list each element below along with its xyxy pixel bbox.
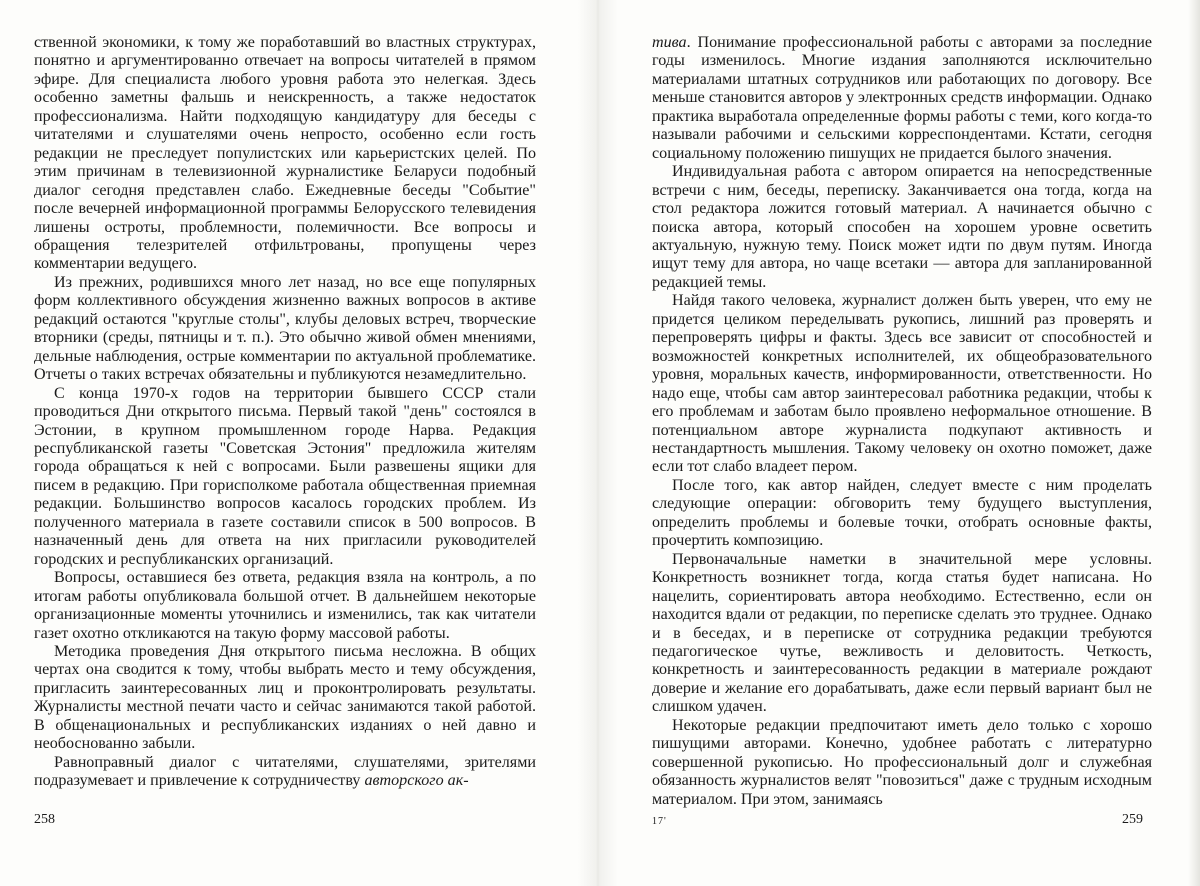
page-number-right: 259 [1122, 812, 1143, 827]
paragraph [652, 34, 1152, 163]
italic-phrase: тива [652, 34, 687, 51]
paragraph: Найдя такого человека, журналист должен быть уверен, что ему не придется целиком переделывать рукопись, лишний раз проверять и перепроверять цифры и факты. Здесь все зависит от способностей и возможностей конкретных исполнителей, их общеобразовательного уровня, моральных качеств, информированности, ответственности. Но надо еще, чтобы сам автор заинтересовал работника редакции, чтобы к его проблемам и заботам было проявлено неформальное отношение. В потенциальном авторе журналиста подкупают активность и нестандартность мышления. Такому человеку он охотно поможет, даже если тот слабо владеет пером. [652, 292, 1152, 476]
italic-phrase: авторского ак- [364, 772, 469, 790]
page-number-left: 258 [34, 812, 55, 827]
right-page [652, 34, 1152, 809]
paragraph: Вопросы, оставшиеся без ответа, редакция взяла на контроль, а по итогам работы опубликовала большой отчет. В дальнейшем некоторые организационные моменты уточнились и изменились, так как читатели газет охотно откликаются на такую форму массовой работы. [34, 569, 536, 642]
paragraph-text: Равноправный диалог с читателями, слушателями, зрителями подразумевает и привлечение к сотрудничеству [34, 753, 536, 790]
paragraph: ственной экономики, к тому же поработавший во властных структурах, понятно и аргументированно отвечает на вопросы читателей в прямом эфире. Для специалиста любого уровня работа это нелегкая. Здесь особенно заметны фальшь и неискренность, а также недостаток профессионализма. Найти подходящую кандидатуру для беседы с читателями и слушателями очень непросто, особенно если гость редакции не преследует популистских или карьеристских целей. По этим причинам в телевизионной журналистике Беларуси подобный диалог сегодня представлен слабо. Ежедневные беседы "Событие" после вечерней информационной программы Белорусского телевидения лишены остроты, проблемности, полемичности. Все вопросы и обращения телезрителей отфильтрованы, пропущены через комментарии ведущего. [34, 34, 536, 273]
paragraph-text: . Понимание профессиональной работы с авторами за последние годы изменилось. Многие издания заполняются исключительно материалами штатных сотрудников или работающих по договору. Все меньше становится авторов у электронных средств информации. Однако практика выработала определенные формы работы с теми, кого когда-то называли рабочими и сельскими корреспондентами. Кстати, сегодня социальному положению пишущих не придается былого значения. [652, 34, 1152, 162]
book-gutter [578, 0, 618, 886]
left-page [34, 34, 536, 791]
paragraph [34, 754, 536, 791]
paragraph: Некоторые редакции предпочитают иметь дело только с хорошо пишущими авторами. Конечно, удобнее работать с литературно совершенной рукописью. Но профессиональный долг и служебная обязанность журналистов велят "повозиться" даже с трудным исходным материалом. При этом, занимаясь [652, 716, 1152, 808]
paragraph: После того, как автор найден, следует вместе с ним проделать следующие операции: обговорить тему будущего выступления, определить проблемы и болевые точки, отобрать основные факты, прочертить композицию. [652, 476, 1152, 550]
signature-mark: 17' [652, 816, 667, 827]
paragraph: Методика проведения Дня открытого письма несложна. В общих чертах она сводится к тому, чтобы выбрать место и тему обсуждения, пригласить заинтересованных лиц и проконтролировать результаты. Журналисты местной печати часто и сейчас занимаются такой работой. В общенациональных и республиканских изданиях о ней давно и необоснованно забыли. [34, 642, 536, 753]
page-edge [1188, 0, 1200, 886]
paragraph: Индивидуальная работа с автором опирается на непосредственные встречи с ним, беседы, переписку. Заканчивается она тогда, когда на стол редактора ложится готовый материал. А начинается обычно с поиска автора, который способен на хорошем уровне осветить актуальную, нужную тему. Поиск может идти по двум путям. Иногда ищут тему для автора, но чаще всетаки — автора для запланированной редакцией темы. [652, 163, 1152, 291]
paragraph: Из прежних, родившихся много лет назад, но все еще популярных форм коллективного обсуждения жизненно важных вопросов в активе редакций остаются "круглые столы", клубы деловых встреч, творческие вторники (среды, пятницы и т. п.). Это обычно живой обмен мнениями, дельные наблюдения, острые комментарии по актуальной проблематике. Отчеты о таких встречах обязательны и публикуются незамедлительно. [34, 273, 536, 384]
paragraph: С конца 1970-х годов на территории бывшего СССР стали проводиться Дни открытого письма. Первый такой "день" состоялся в Эстонии, в крупном промышленном городе Нарва. Редакция республиканской газеты "Советская Эстония" предложила жителям города обращаться к ней с вопросами. Были развешены ящики для писем в редакцию. При горисполкоме работала общественная приемная редакции. Большинство вопросов касалось городских проблем. Из полученного материала в газете составили список в 500 вопросов. В назначенный день для ответа на них пригласили руководителей городских и республиканских организаций. [34, 384, 536, 568]
paragraph: Первоначальные наметки в значительной мере условны. Конкретность возникнет тогда, когда статья будет написана. Но нацелить, сориентировать автора необходимо. Естественно, если он находится вдали от редакции, по переписке сделать это труднее. Однако и в беседах, и в переписке от сотрудника редакции требуются педагогическое чутье, вежливость и деловитость. Четкость, конкретность и заинтересованность редакции в материале рождают доверие и желание его дорабатывать, даже если первый вариант был не слишком удачен. [652, 550, 1152, 716]
